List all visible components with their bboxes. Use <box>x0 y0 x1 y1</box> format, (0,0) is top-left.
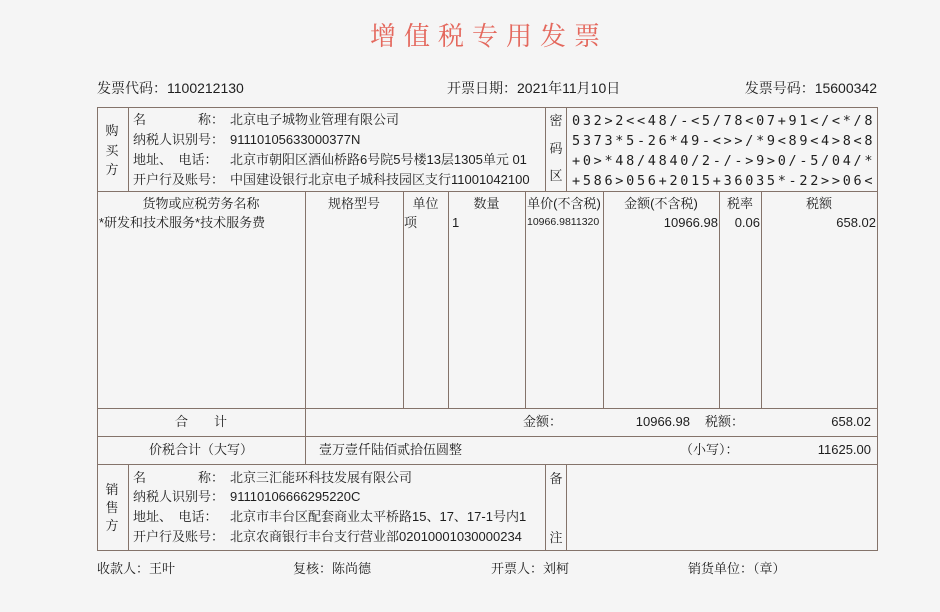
cipher-line: +586>056+2015+36035*-22>>06< <box>572 173 876 189</box>
totals-tax: 658.02 <box>831 414 871 429</box>
payee-label: 收款人： <box>97 561 150 576</box>
seller-name-label: 名 称： <box>133 470 225 485</box>
reviewer-label: 复核： <box>293 561 333 576</box>
col-header-amount: 金额(不含税) <box>624 196 698 211</box>
col-header-tax-rate: 税率 <box>726 196 753 211</box>
seller-bank-account: 北京农商银行丰台支行营业部02010001030000234 <box>230 529 522 544</box>
divider <box>448 191 449 408</box>
grand-total-in-words: 壹万壹仟陆佰贰拾伍圆整 <box>319 442 463 457</box>
totals-tax-label: 税额： <box>705 414 745 429</box>
item-amount: 10966.98 <box>663 215 718 230</box>
seller-seal-label: 销货单位： <box>688 561 754 576</box>
item-tax: 658.02 <box>836 215 876 230</box>
buyer-address-label: 地址、 电话： <box>133 152 218 167</box>
divider <box>566 107 567 191</box>
item-quantity: 1 <box>452 215 460 230</box>
divider <box>128 107 129 191</box>
totals-amount: 10966.98 <box>635 414 690 429</box>
item-unit: 项 <box>404 215 418 230</box>
invoice-code-label: 发票代码： <box>97 80 167 96</box>
item-tax-rate: 0.06 <box>734 215 760 230</box>
seller-seal-value: （章） <box>753 561 786 576</box>
issuer <box>491 560 569 578</box>
buyer-address-phone: 北京市朝阳区酒仙桥路6号院5号楼13层1305单元 01 <box>230 152 527 167</box>
cipher-line: +0>*48/4840/2-/->9>0/-5/04/* <box>572 153 876 169</box>
invoice-code-value: 1100212130 <box>167 80 244 96</box>
divider <box>97 436 878 437</box>
col-header-unit-price: 单价(不含税) <box>527 196 601 211</box>
buyer-tax-id-label: 纳税人识别号： <box>133 132 225 147</box>
totals-label: 合 计 <box>174 414 227 429</box>
cipher-line: 032>2<<48/-<5/78<07+91</<*/8 <box>572 113 876 129</box>
remarks-area <box>567 465 877 550</box>
payee-value: 王叶 <box>149 561 176 576</box>
invoice-number <box>745 79 877 97</box>
buyer-bank-label: 开户行及账号： <box>133 172 225 187</box>
payee <box>97 560 175 578</box>
item-name: *研发和技术服务*技术服务费 <box>99 215 266 230</box>
seller-tax-id-label: 纳税人识别号： <box>133 489 225 504</box>
col-header-unit: 单位 <box>412 196 439 211</box>
invoice-code <box>97 79 244 97</box>
invoice-number-label: 发票号码： <box>744 80 815 96</box>
seller-bank-label: 开户行及账号： <box>133 529 225 544</box>
divider <box>545 107 546 191</box>
seller-name: 北京三汇能环科技发展有限公司 <box>230 470 413 485</box>
buyer-side-label: 购买方 <box>105 123 119 177</box>
grand-total-label: 价税合计（大写） <box>148 442 253 457</box>
issue-date <box>447 79 620 97</box>
reviewer <box>293 560 371 578</box>
col-header-tax: 税额 <box>805 196 832 211</box>
col-header-spec: 规格型号 <box>327 196 380 211</box>
divider <box>128 464 129 550</box>
remarks-label: 备注 <box>549 470 563 545</box>
buyer-bank-account: 中国建设银行北京电子城科技园区支行11001042100 <box>230 172 530 187</box>
item-unit-price: 10966.9811320 <box>527 216 600 228</box>
issue-date-value: 2021年11月10日 <box>517 80 621 96</box>
seller-side-label: 销售方 <box>105 482 119 533</box>
reviewer-value: 陈尚德 <box>332 561 372 576</box>
divider <box>305 191 306 464</box>
seller-address-phone: 北京市丰台区配套商业太平桥路15、17、17-1号内1 <box>230 509 527 524</box>
buyer-name-label: 名 称： <box>133 112 225 127</box>
cipher-line: 5373*5-26*49-<>>/*9<89<4>8<8 <box>572 133 876 149</box>
issuer-label: 开票人： <box>491 561 544 576</box>
issuer-value: 刘柯 <box>543 561 570 576</box>
issue-date-label: 开票日期： <box>447 80 517 96</box>
invoice-number-value: 15600342 <box>814 80 877 96</box>
buyer-tax-id: 91110105633000377N <box>230 132 361 147</box>
col-header-item-name: 货物或应税劳务名称 <box>142 196 260 211</box>
col-header-quantity: 数量 <box>473 196 500 211</box>
seller-tax-id: 91110106666295220C <box>230 489 361 504</box>
divider <box>97 408 878 409</box>
seller-address-label: 地址、 电话： <box>133 509 218 524</box>
divider <box>525 191 526 408</box>
cipher-area-label: 密码区 <box>549 113 563 183</box>
invoice-title: 增值税专用发票 <box>370 21 609 51</box>
divider <box>545 464 546 550</box>
totals-amount-label: 金额： <box>523 414 563 429</box>
grand-total-in-figures: 11625.00 <box>817 442 871 457</box>
buyer-name: 北京电子城物业管理有限公司 <box>230 112 400 127</box>
grand-total-figures-label: （小写）： <box>680 442 739 457</box>
seller-seal <box>688 560 786 578</box>
